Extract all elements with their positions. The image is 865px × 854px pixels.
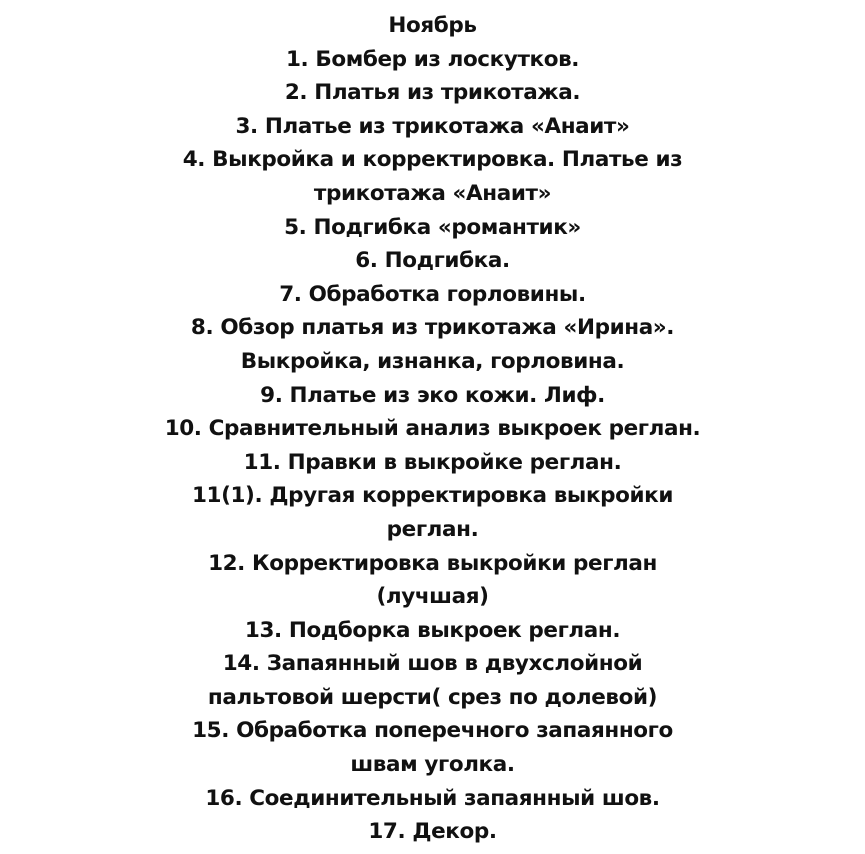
document-title: Ноябрь (388, 13, 477, 38)
list-item: 8. Обзор платья из трикотажа «Ирина». (190, 315, 675, 341)
list-item: 5. Подгибка «романтик» (284, 214, 581, 240)
list-item: 11(1). Другая корректировка выкройки (191, 483, 674, 509)
list-item: Выкройка, изнанка, горловина. (240, 348, 625, 374)
list-item: 11. Правки в выкройке реглан. (243, 449, 622, 475)
list-item: 4. Выкройка и корректировка. Платье из (182, 147, 683, 173)
list-item: 9. Платье из эко кожи. Лиф. (260, 382, 605, 408)
list-item: 3. Платье из трикотажа «Анаит» (235, 113, 630, 139)
list-item: 13. Подборка выкроек реглан. (244, 617, 621, 643)
list-item: трикотажа «Анаит» (313, 180, 552, 206)
list-item: 10. Сравнительный анализ выкроек реглан. (164, 416, 701, 442)
document-text (0, 9, 865, 849)
list-item: 6. Подгибка. (355, 248, 510, 274)
list-item: 2. Платья из трикотажа. (284, 80, 581, 106)
list-item: реглан. (386, 516, 479, 542)
list-item: 16. Соединительный запаянный шов. (205, 785, 660, 811)
list-item: 17. Декор. (368, 819, 497, 845)
list-item: (лучшая) (376, 584, 489, 610)
list-item: 15. Обработка поперечного запаянного (192, 718, 673, 744)
list-item: швам уголка. (350, 752, 515, 778)
list-item: пальтовой шерсти( срез по долевой) (207, 684, 658, 710)
list-item: 7. Обработка горловины. (279, 281, 586, 307)
list-item: 12. Корректировка выкройки реглан (208, 550, 657, 576)
list-item: 1. Бомбер из лоскутков. (285, 46, 580, 72)
list-item: 14. Запаянный шов в двухслойной (222, 651, 643, 677)
